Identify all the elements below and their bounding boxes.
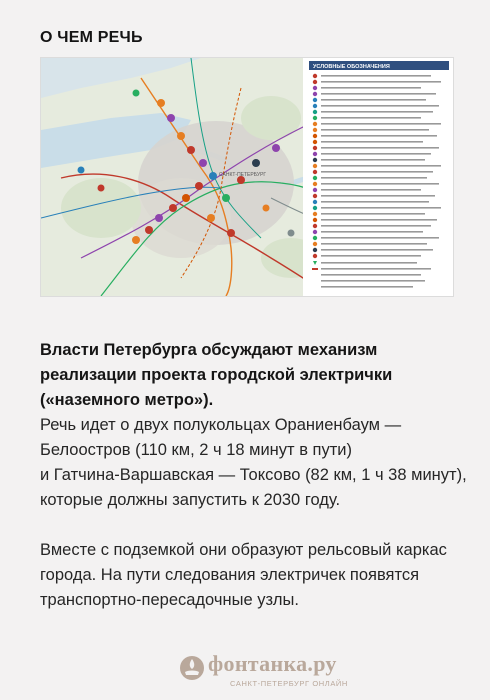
- paragraph-line: транспортно-пересадочные узлы.: [40, 591, 299, 609]
- article-headline: Власти Петербурга обсуждают механизм реализации проекта городской электрички («наземного метро»).: [40, 341, 393, 409]
- article-paragraph-2: [40, 538, 470, 613]
- logo-wordmark: фонтанка.ру: [208, 651, 337, 676]
- paragraph-line: и Гатчина-Варшавская — Токсово (82 км, 1 ч 38 минут),: [40, 466, 467, 484]
- paragraph-line: Вместе с подземкой они образуют рельсовый каркас: [40, 541, 447, 559]
- article-paragraph-1: [40, 413, 470, 513]
- paragraph-line: которые должны запустить к 2030 году.: [40, 491, 341, 509]
- logo-subtitle: САНКТ-ПЕТЕРБУРГ ОНЛАЙН: [230, 679, 348, 688]
- paragraph-line: Белоостров (110 км, 2 ч 18 минут в пути): [40, 441, 352, 459]
- legend-title: УСЛОВНЫЕ ОБОЗНАЧЕНИЯ: [313, 64, 390, 70]
- fontanka-logo[interactable]: [178, 651, 368, 691]
- transit-map-svg: [41, 58, 453, 296]
- transit-map[interactable]: [40, 57, 454, 297]
- fountain-icon: [178, 653, 208, 683]
- city-label: САНКТ-ПЕТЕРБУРГ: [219, 172, 267, 178]
- paragraph-line: города. На пути следования электричек появятся: [40, 566, 420, 584]
- paragraph-line: Речь идет о двух полукольцах Ораниенбаум —: [40, 416, 402, 434]
- section-title: О ЧЕМ РЕЧЬ: [40, 29, 143, 46]
